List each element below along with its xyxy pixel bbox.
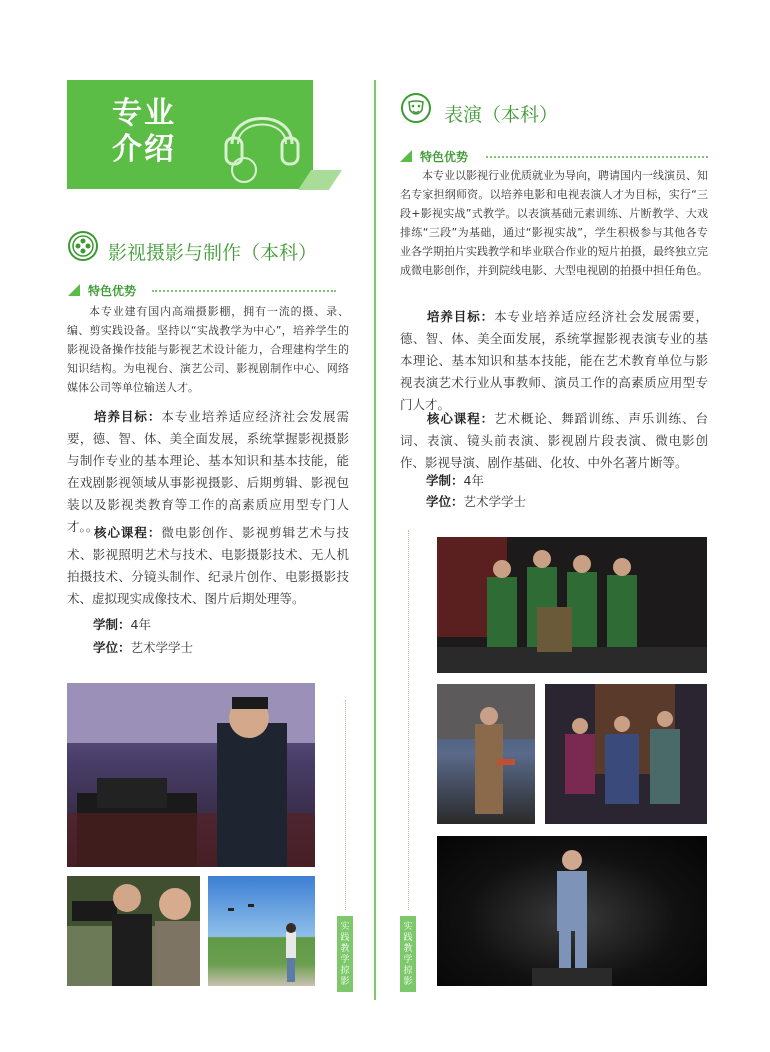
photo-stage-group	[437, 537, 707, 673]
page-title-line1: 专业	[112, 96, 176, 131]
degree	[93, 637, 193, 659]
goal-text: 本专业培养适应经济社会发展需要，德、智、体、美全面发展，系统掌握影视表演专业的基本理论、基本知识和基本技能，能在艺术教育单位与影视表演艺术行业从事教师、演员工作的高素质应用型专门人才。	[400, 309, 708, 412]
core-courses	[400, 408, 708, 474]
degree	[426, 491, 526, 513]
goal-text: 本专业培养适应经济社会发展需要，德、智、体、美全面发展，系统掌握影视摄影与制作专业的基本理论、基本知识和基本技能，能在戏剧影视领域从事影视摄影、后期剪辑、影视包装以及影视类教育等工作的高素质应用型专门人才。。	[67, 409, 349, 534]
photo-stage-solo	[437, 684, 535, 824]
duration-value: 4年	[130, 617, 151, 632]
film-reel-icon	[67, 230, 99, 262]
dotted-line	[152, 290, 336, 292]
photo-students-camera	[67, 876, 200, 986]
theater-mask-icon	[400, 92, 432, 124]
page-title-line2: 介绍	[112, 132, 176, 167]
training-goal	[400, 306, 708, 416]
feature-marker-icon	[400, 150, 412, 162]
duration-label: 学制：	[93, 617, 131, 632]
dotted-line	[486, 156, 708, 158]
feature-text: 本专业以影视行业优质就业为导向，聘请国内一线演员、知名专家担纲师资。以培养电影和电视表演人才为目标，实行“三段+影视实战”式教学。以表演基础元素训练、片断教学、大戏排练“三段”为基础，通过“影视实战”，学生积极参与其他各专业各学期拍片实践教学和毕业联合作业的短片拍摄，最终独立完成微电影创作，并到院线电影、大型电视剧的拍摄中担任角色。	[400, 169, 708, 277]
side-dotted-line	[345, 700, 346, 910]
training-goal	[67, 406, 349, 538]
feature-marker-icon	[68, 284, 80, 296]
duration	[93, 614, 151, 636]
page-title	[112, 96, 176, 168]
duration-value: 4年	[463, 473, 484, 488]
feature-text: 本专业建有国内高端摄影棚，拥有一流的摄、录、编、剪实践设备。坚持以“实战教学为中心”，培养学生的影视设备操作技能与影视艺术设计能力，合理建构学生的知识结构。为电视台、演艺公司、影视剧制作中心、网络媒体公司等单位输送人才。	[67, 305, 349, 394]
degree-label: 学位：	[93, 640, 131, 655]
photo-camera-operator	[67, 683, 315, 867]
column-divider	[374, 80, 376, 1000]
feature-label: 特色优势	[420, 150, 469, 164]
goal-label: 培养目标：	[426, 309, 495, 324]
degree-value: 艺术学学士	[130, 640, 194, 655]
course-label: 核心课程：	[426, 411, 495, 426]
major-title-film: 影视摄影与制作（本科）	[108, 242, 318, 264]
degree-value: 艺术学学士	[463, 494, 527, 509]
course-text: 艺术概论、舞蹈训练、声乐训练、台词、表演、镜头前表演、影视剧片段表演、微电影创作、影视导演、剧作基础、化妆、中外名著片断等。	[400, 411, 708, 470]
core-courses	[67, 522, 349, 610]
photo-stage-spotlight	[437, 836, 707, 986]
goal-label: 培养目标：	[93, 409, 162, 424]
headphone-icon	[222, 92, 302, 184]
side-tab-label: 实践教学掠影	[337, 916, 353, 992]
duration-label: 学制：	[426, 473, 464, 488]
major-title-acting: 表演（本科）	[444, 104, 559, 126]
photo-stage-scene	[545, 684, 707, 824]
duration	[426, 470, 484, 492]
side-dotted-line	[408, 530, 409, 910]
course-label: 核心课程：	[93, 525, 162, 540]
side-tab-label: 实践教学掠影	[400, 916, 416, 992]
feature-label: 特色优势	[88, 284, 137, 298]
degree-label: 学位：	[426, 494, 464, 509]
photo-drone-field	[208, 876, 315, 986]
course-text: 微电影创作、影视剪辑艺术与技术、影视照明艺术与技术、电影摄影技术、无人机拍摄技术、分镜头制作、纪录片创作、电影摄影技术、虚拟现实成像技术、图片后期处理等。	[67, 525, 349, 606]
